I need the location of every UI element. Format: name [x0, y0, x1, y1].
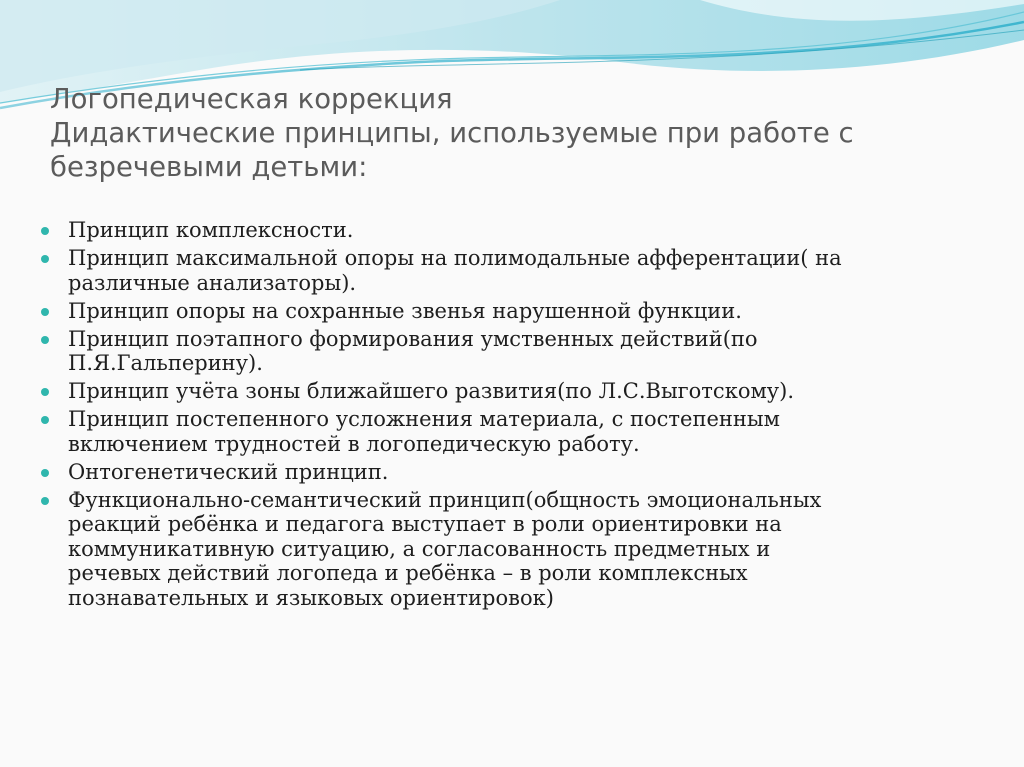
- bullet-dot-icon: [41, 227, 49, 235]
- list-item: [40, 379, 1000, 404]
- list-item: [40, 218, 1000, 243]
- bullet-dot-icon: [41, 469, 49, 477]
- bullet-dot-icon: [41, 308, 49, 316]
- principles-list: [40, 218, 1000, 614]
- list-item-text: Принцип постепенного усложнения материала, с постепенным включением трудностей в логопедическую работу.: [68, 407, 780, 456]
- list-item: [40, 299, 1000, 324]
- title-line-1: Логопедическая коррекция: [50, 83, 453, 115]
- bullet-dot-icon: [41, 388, 49, 396]
- list-item-text: Принцип комплексности.: [68, 218, 354, 242]
- list-item: [40, 327, 1000, 376]
- list-item-text: Принцип поэтапного формирования умственных действий(по П.Я.Гальперину).: [68, 326, 758, 375]
- slide-title: [50, 82, 1000, 184]
- title-line-3: безречевыми детьми:: [50, 151, 368, 183]
- list-item: [40, 488, 1000, 611]
- bullet-dot-icon: [41, 497, 49, 505]
- list-item-text: Принцип опоры на сохранные звенья нарушенной функции.: [68, 298, 742, 323]
- list-item: [40, 407, 1000, 456]
- title-line-2: Дидактические принципы, используемые при работе с: [50, 117, 854, 149]
- bullet-dot-icon: [41, 255, 49, 263]
- list-item-text: Функционально-семантический принцип(общность эмоциональных реакций ребёнка и педагога выступает в роли ориентировки на коммуникативную ситуацию, а согласованность предметных и речевых действий логопеда и ребёнка – в роли комплексных познавательных и языковых ориентировок): [68, 487, 822, 610]
- list-item-text: Принцип учёта зоны ближайшего развития(по Л.С.Выготскому).: [68, 379, 795, 403]
- list-item: [40, 246, 1000, 295]
- list-item-text: Принцип максимальной опоры на полимодальные афферентации( на различные анализаторы).: [68, 246, 842, 295]
- list-item: [40, 460, 1000, 485]
- bullet-dot-icon: [41, 416, 49, 424]
- list-item-text: Онтогенетический принцип.: [68, 459, 389, 484]
- bullet-dot-icon: [41, 336, 49, 344]
